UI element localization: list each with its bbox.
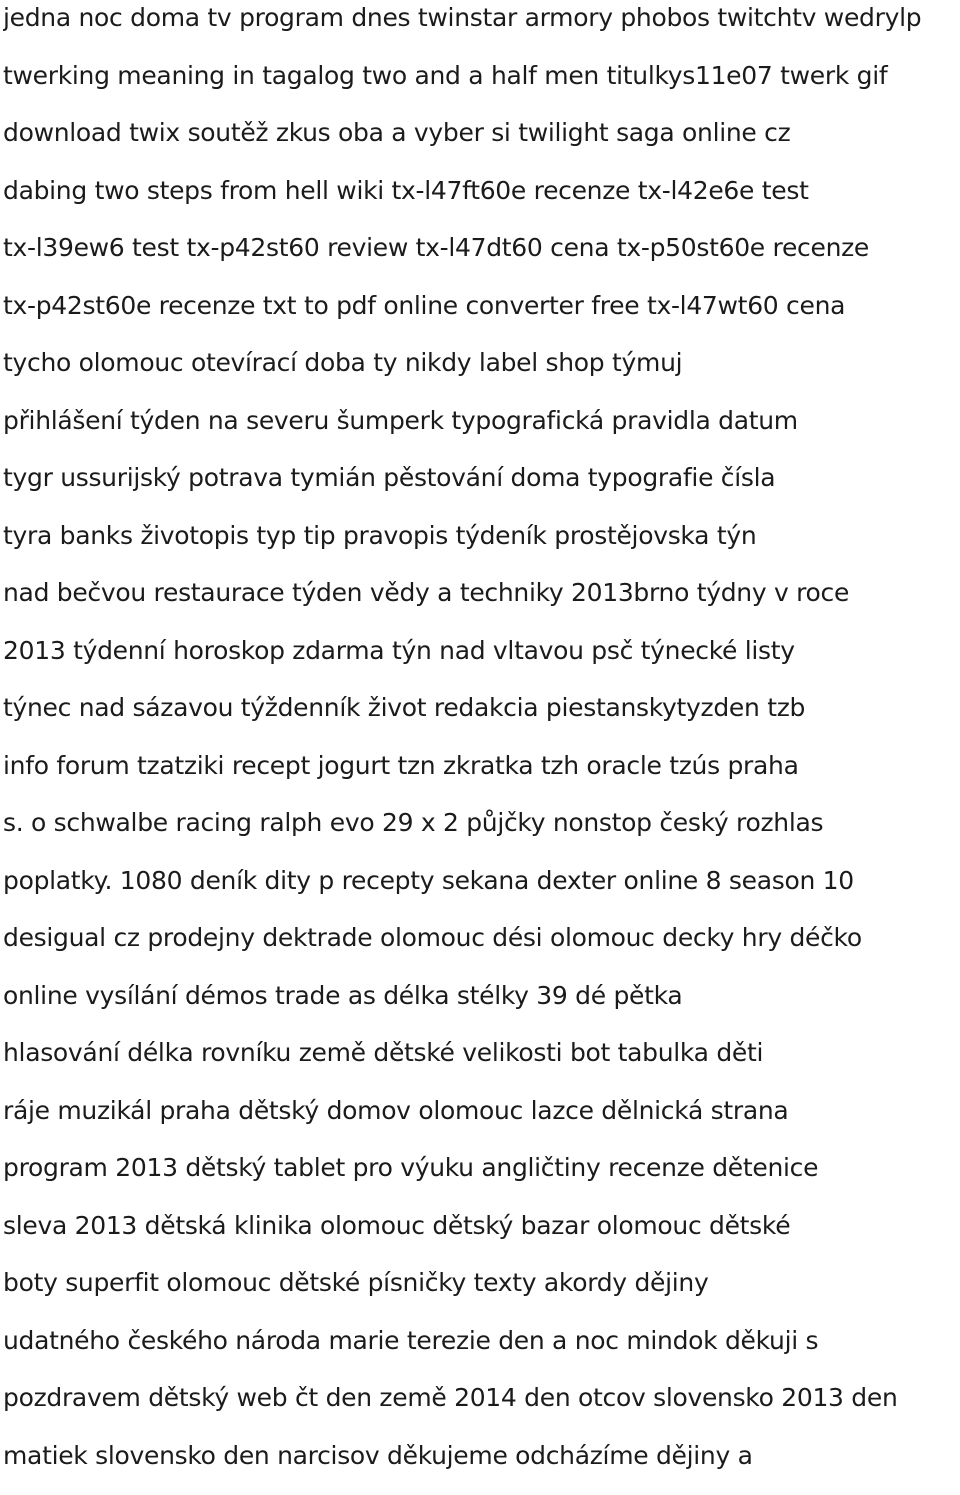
text-line: ráje muzikál praha dětský domov olomouc lazce dělnická strana: [3, 1093, 960, 1151]
text-line: přihlášení týden na severu šumperk typografická pravidla datum: [3, 403, 960, 461]
text-line: info forum tzatziki recept jogurt tzn zkratka tzh oracle tzús praha: [3, 748, 960, 806]
text-line: twerking meaning in tagalog two and a half men titulkys11e07 twerk gif: [3, 58, 960, 116]
text-line: udatného českého národa marie terezie den a noc mindok děkuji s: [3, 1323, 960, 1381]
text-line: týnec nad sázavou týždenník život redakcia piestanskytyzden tzb: [3, 690, 960, 748]
text-line: jedna noc doma tv program dnes twinstar armory phobos twitchtv wedrylp: [3, 0, 960, 58]
text-line: sleva 2013 dětská klinika olomouc dětský bazar olomouc dětské: [3, 1208, 960, 1266]
text-line: desigual cz prodejny dektrade olomouc dési olomouc decky hry déčko: [3, 920, 960, 978]
text-line: pozdravem dětský web čt den země 2014 den otcov slovensko 2013 den: [3, 1380, 960, 1438]
text-line: matiek slovensko den narcisov děkujeme odcházíme dějiny a: [3, 1438, 960, 1495]
text-line: tycho olomouc otevírací doba ty nikdy label shop týmuj: [3, 345, 960, 403]
text-line: nad bečvou restaurace týden vědy a techniky 2013brno týdny v roce: [3, 575, 960, 633]
text-line: tx-l39ew6 test tx-p42st60 review tx-l47dt60 cena tx-p50st60e recenze: [3, 230, 960, 288]
text-line: dabing two steps from hell wiki tx-l47ft60e recenze tx-l42e6e test: [3, 173, 960, 231]
text-line: s. o schwalbe racing ralph evo 29 x 2 půjčky nonstop český rozhlas: [3, 805, 960, 863]
text-line: 2013 týdenní horoskop zdarma týn nad vltavou psč týnecké listy: [3, 633, 960, 691]
text-line: tx-p42st60e recenze txt to pdf online converter free tx-l47wt60 cena: [3, 288, 960, 346]
text-line: download twix soutěž zkus oba a vyber si twilight saga online cz: [3, 115, 960, 173]
text-line: online vysílání démos trade as délka stélky 39 dé pětka: [3, 978, 960, 1036]
text-line: tyra banks životopis typ tip pravopis týdeník prostějovska týn: [3, 518, 960, 576]
text-line: program 2013 dětský tablet pro výuku angličtiny recenze dětenice: [3, 1150, 960, 1208]
text-line: tygr ussurijský potrava tymián pěstování doma typografie čísla: [3, 460, 960, 518]
text-line: boty superfit olomouc dětské písničky texty akordy dějiny: [3, 1265, 960, 1323]
text-line: poplatky. 1080 deník dity p recepty sekana dexter online 8 season 10: [3, 863, 960, 921]
text-line: hlasování délka rovníku země dětské velikosti bot tabulka děti: [3, 1035, 960, 1093]
